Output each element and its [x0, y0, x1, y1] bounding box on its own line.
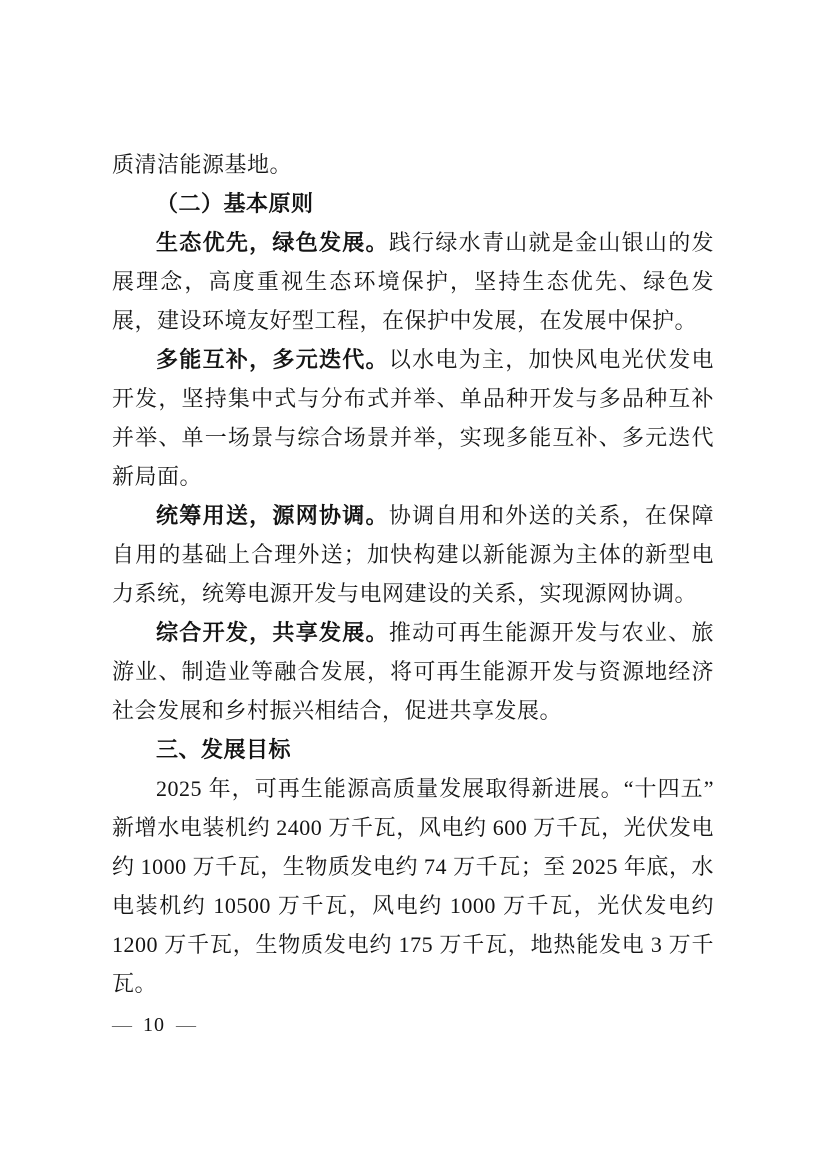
page-number: 10	[143, 1014, 165, 1036]
paragraph-multi-energy	[112, 340, 714, 496]
paragraph-text: 协调自用和外送的关系，在保障自用的基础上合理外送；加快构建以新能源为主体的新型电力系统，统筹电源开发与电网建设的关系，实现源网协调。	[112, 503, 714, 606]
paragraph-lead: 综合开发，共享发展。	[156, 620, 389, 645]
paragraph-2025-targets: 2025 年，可再生能源高质量发展取得新进展。“十四五”新增水电装机约 2400 万千瓦，风电约 600 万千瓦，光伏发电约 1000 万千瓦，生物质发电约 74 万千瓦；至 2025 年底，水电装机约 10500 万千瓦，风电约 1000 万千瓦，光伏发电约 1200 万千瓦，生物质发电约 175 万千瓦，地热能发电 3 万千瓦。	[112, 776, 714, 996]
paragraph-lead: 多能互补，多元迭代。	[156, 347, 389, 372]
document-body	[112, 145, 714, 1003]
footer-dash-right: —	[176, 1014, 196, 1036]
paragraph-comprehensive-development	[112, 613, 714, 730]
heading-development-goals: 三、发展目标	[156, 737, 292, 762]
paragraph-lead: 统筹用送，源网协调。	[156, 503, 389, 528]
paragraph-text: 以水电为主，加快风电光伏发电开发，坚持集中式与分布式并举、单品种开发与多品种互补并举、单一场景与综合场景并举，实现多能互补、多元迭代新局面。	[112, 347, 714, 489]
paragraph-ecological-priority	[112, 223, 714, 340]
paragraph-continuation: 质清洁能源基地。	[112, 152, 293, 177]
footer-dash-left: —	[112, 1014, 132, 1036]
page-footer	[112, 1010, 196, 1040]
paragraph-text: 推动可再生能源开发与农业、旅游业、制造业等融合发展，将可再生能源开发与资源地经济社会发展和乡村振兴相结合，促进共享发展。	[112, 620, 714, 723]
paragraph-lead: 生态优先，绿色发展。	[156, 230, 389, 255]
paragraph-text: 践行绿水青山就是金山银山的发展理念，高度重视生态环境保护，坚持生态优先、绿色发展，建设环境友好型工程，在保护中发展，在发展中保护。	[112, 230, 714, 333]
heading-basic-principles: （二）基本原则	[156, 191, 314, 216]
paragraph-coordinated-transmission	[112, 496, 714, 613]
